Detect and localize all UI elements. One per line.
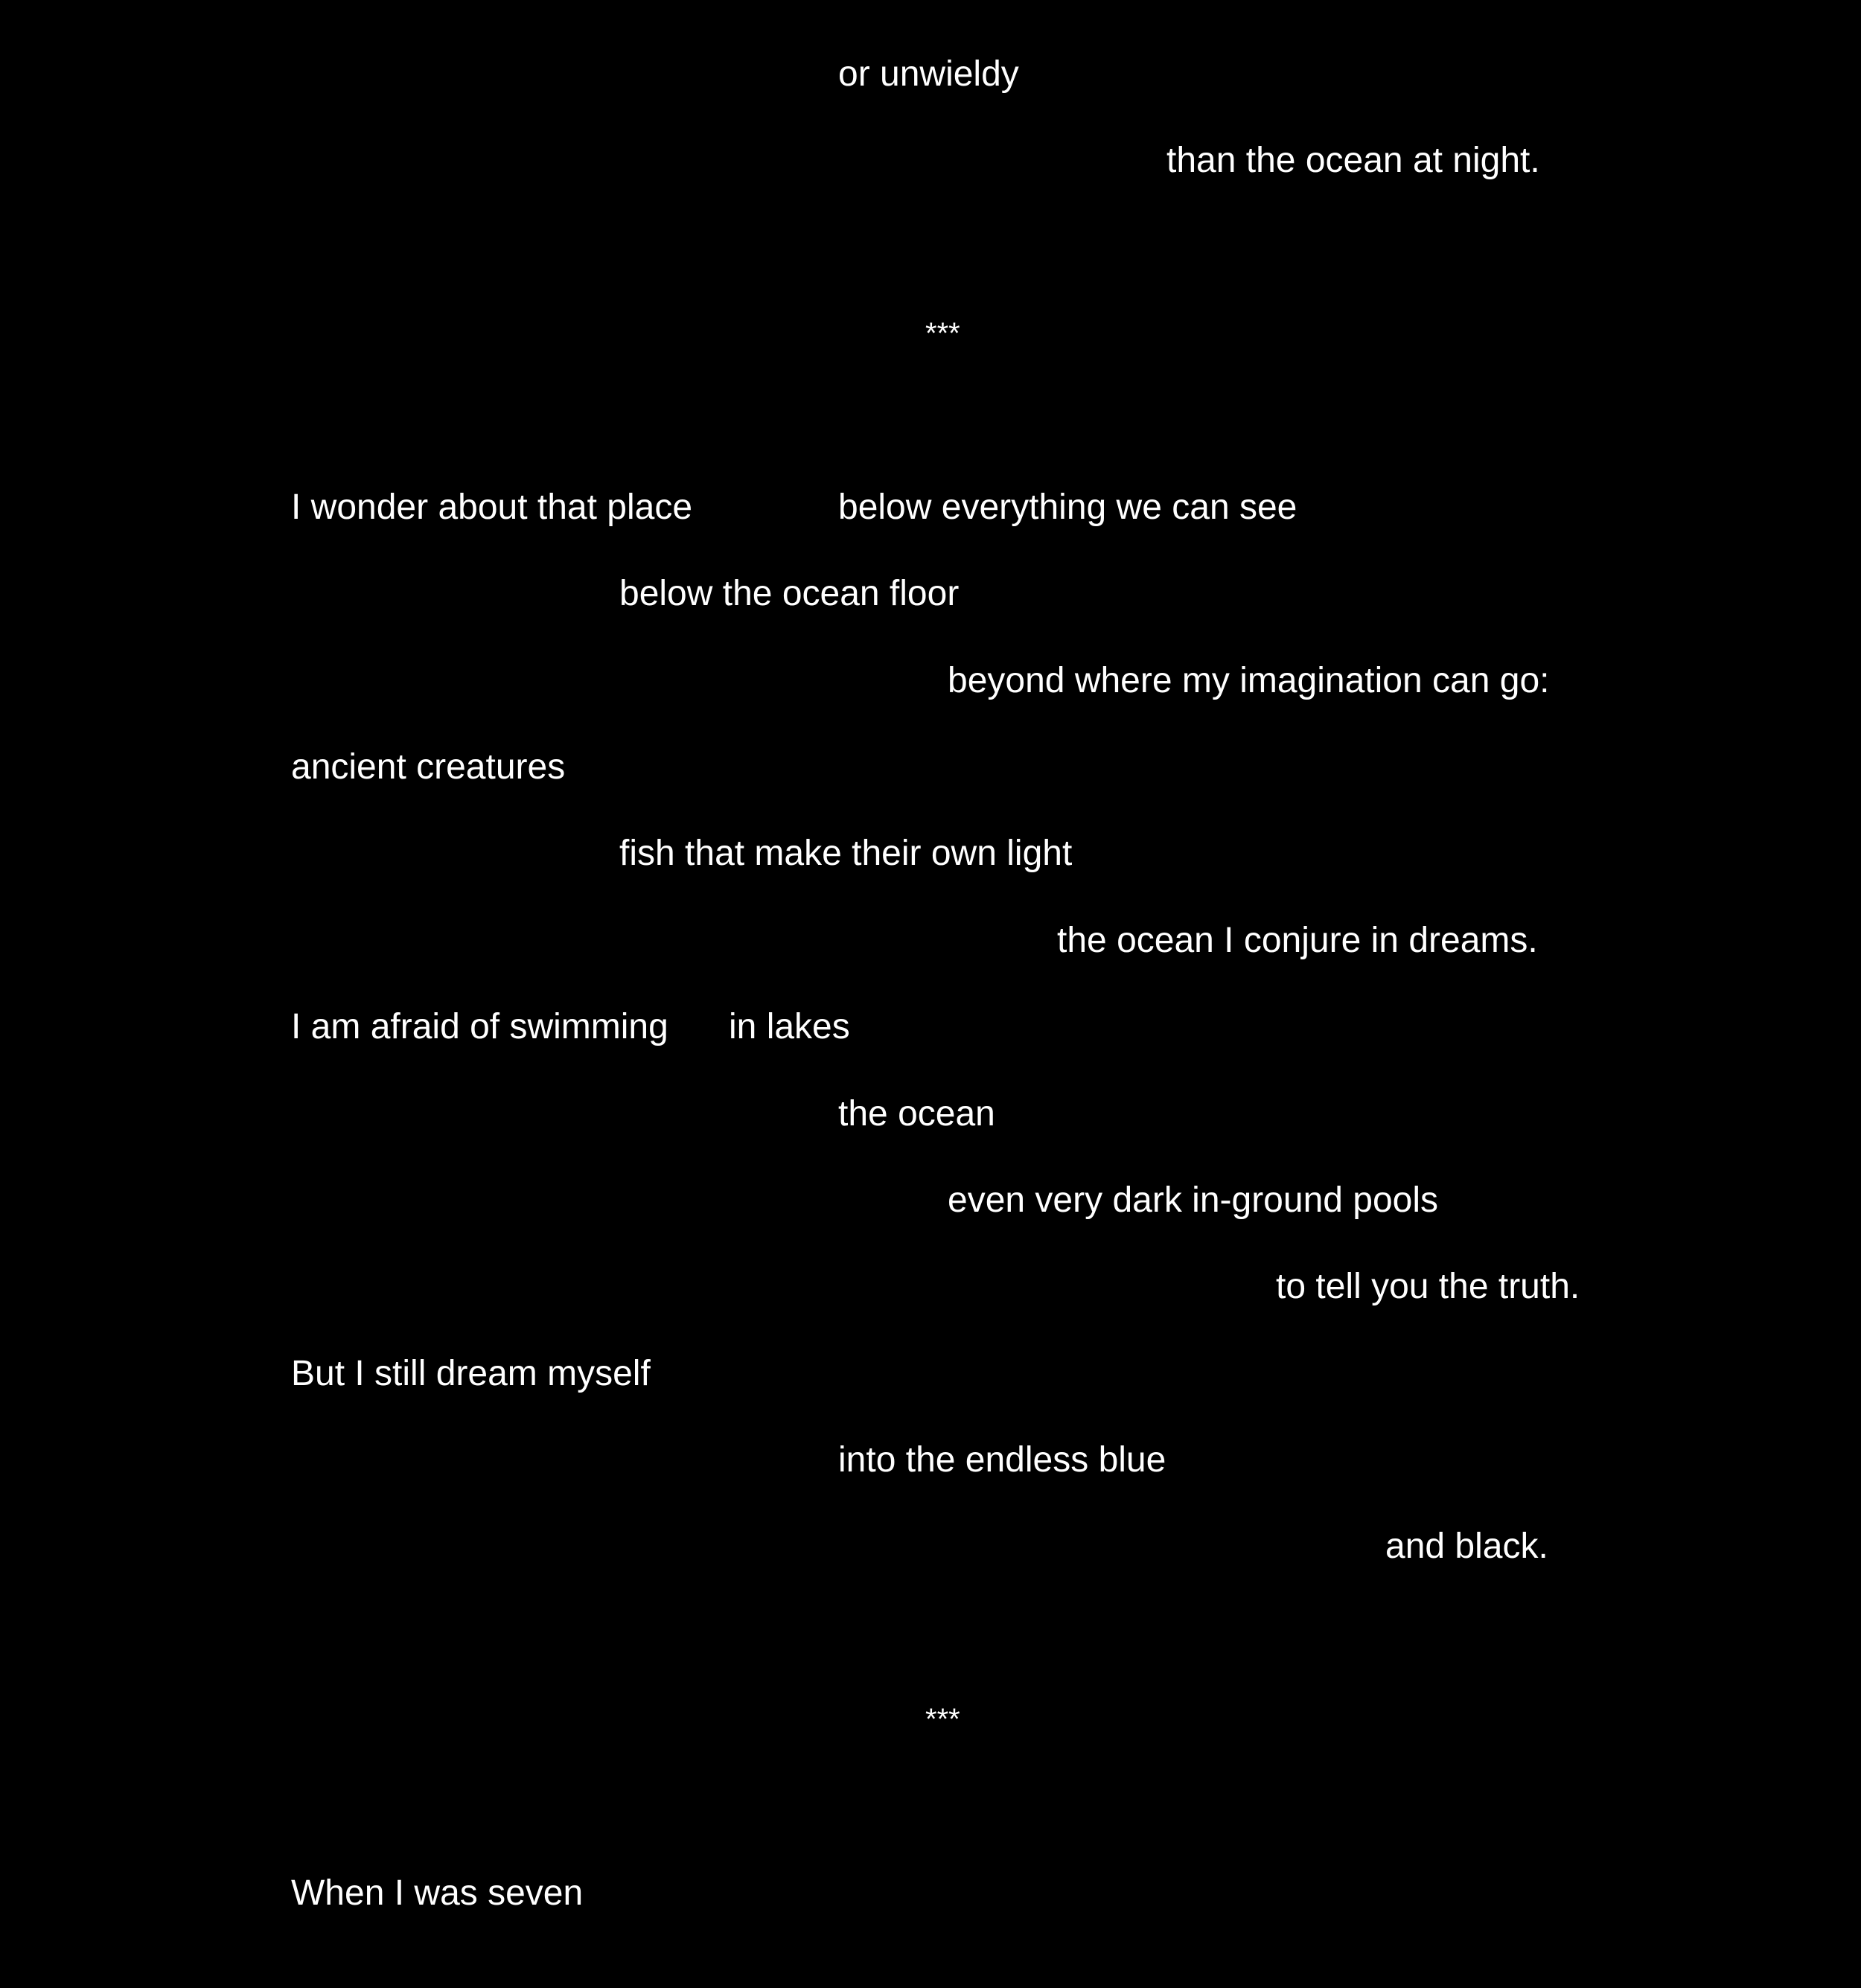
poem-line: than the ocean at night. (1166, 141, 1540, 180)
section-separator: *** (925, 1703, 960, 1736)
poem-line: or unwieldy (838, 54, 1019, 94)
poem-line: the ocean I conjure in dreams. (1057, 921, 1538, 960)
poem-line: I wonder about that place (291, 488, 693, 527)
poem-line: and black. (1385, 1527, 1548, 1566)
poem-line: fish that make their own light (619, 834, 1073, 873)
poem-line: the ocean (838, 1094, 995, 1134)
poem-line: to tell you the truth. (1276, 1267, 1580, 1306)
poem-line: ancient creatures (291, 747, 566, 787)
poem-line: even very dark in-ground pools (948, 1180, 1439, 1220)
poem-line: But I still dream myself (291, 1354, 651, 1393)
poem-line: below the ocean floor (619, 574, 960, 613)
poem-line: I am afraid of swimming (291, 1007, 668, 1046)
poem-line: beyond where my imagination can go: (948, 661, 1550, 700)
poem-line: in lakes (729, 1007, 850, 1046)
poem-line: below everything we can see (838, 488, 1297, 527)
poem-line: into the endless blue (838, 1440, 1166, 1480)
section-separator: *** (925, 317, 960, 350)
poem-line: When I was seven (291, 1873, 584, 1913)
